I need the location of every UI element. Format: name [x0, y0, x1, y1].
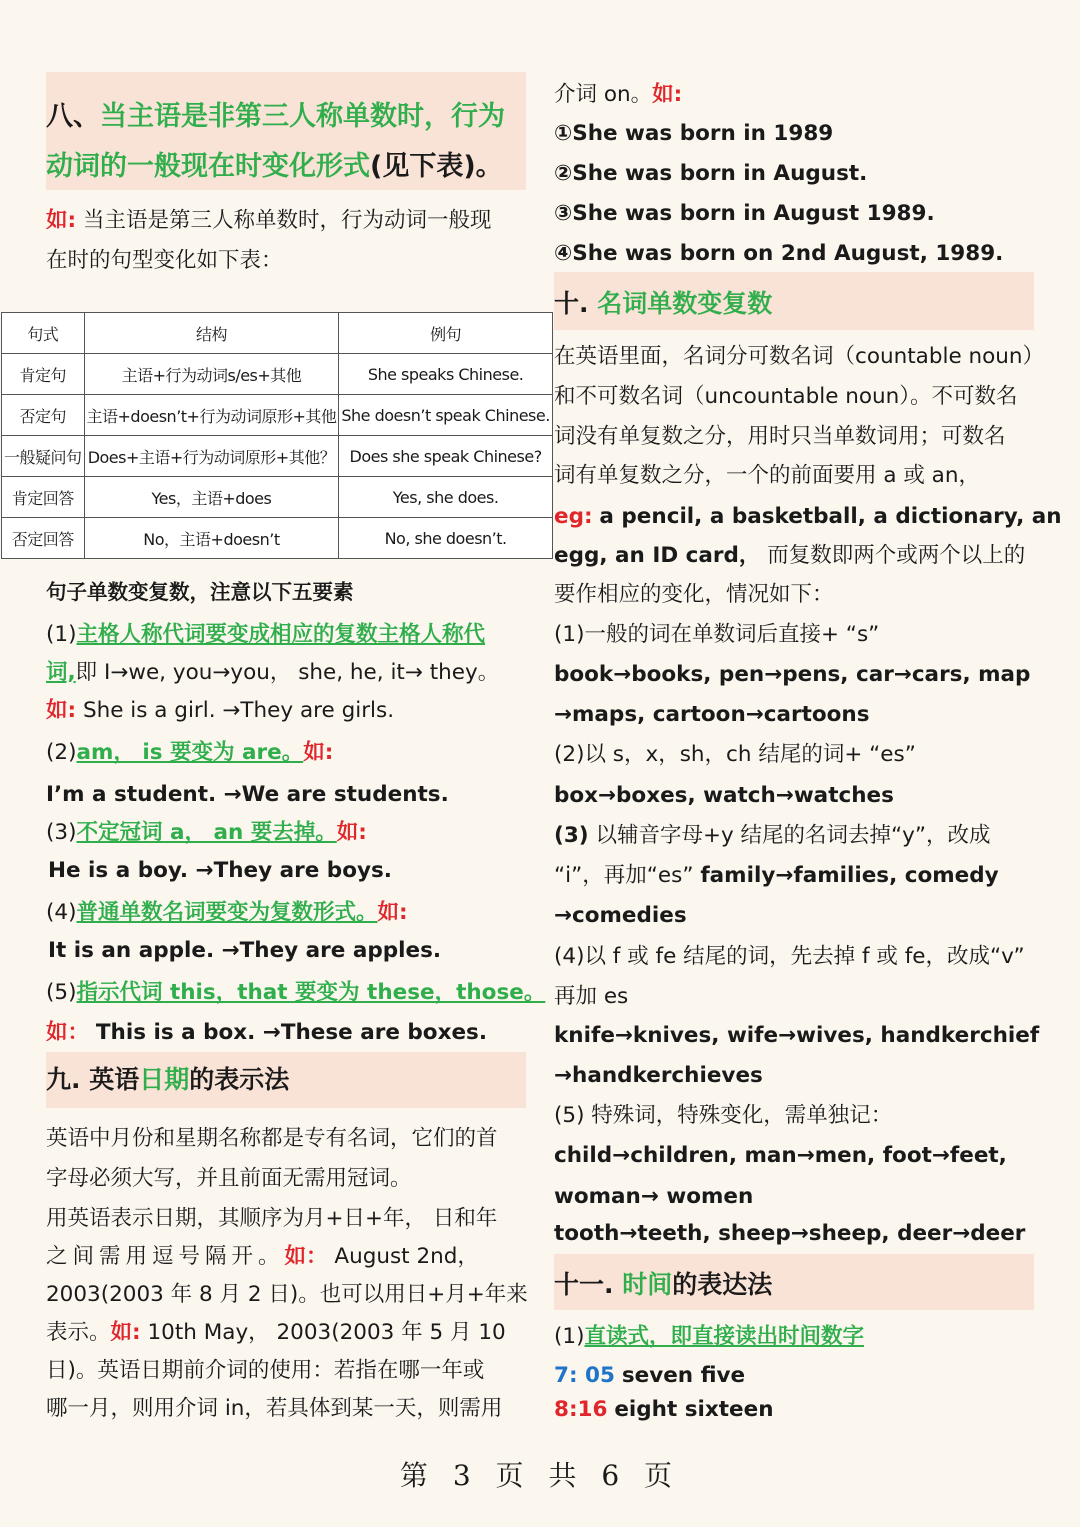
plural-rule-4-ex-1: knife→knives, wife→wives, handkerchief: [554, 1023, 1040, 1048]
heading-green-2: 动词的一般现在时变化形式: [46, 151, 370, 182]
ru-label: 如:: [46, 208, 77, 233]
plural-rule-1-ex-2: →maps, cartoon→cartoons: [554, 702, 870, 727]
rule-2-line: [46, 740, 333, 766]
ru-label: 如:: [46, 698, 77, 723]
date-para-line-3: 用英语表示日期，其顺序为月+日+年， 日和年: [46, 1206, 498, 1231]
plural-rule-3: [554, 823, 991, 849]
rule-text: 不定冠词 a， an 要去掉。: [76, 820, 337, 845]
noun-para-line-2: 和不可数名词（uncountable noun）。不可数名: [554, 384, 1018, 409]
date-text: 10th May， 2003(2003 年 5 月 10: [147, 1320, 506, 1345]
ru-label: 如:: [377, 900, 408, 925]
table-cell: 肯定句: [2, 354, 85, 395]
rule-1-line-1: [46, 622, 485, 648]
heading-prefix: 八、: [46, 101, 100, 132]
rule-3-line: [46, 820, 367, 846]
intro-line-1: [46, 208, 491, 234]
plural-rules-title: 句子单数变复数，注意以下五要素: [46, 580, 354, 604]
ru-label: 如:: [336, 820, 367, 845]
rule-example: family→families, comedy: [700, 863, 999, 888]
rule-text: 以辅音字母+y 结尾的名词去掉“y”，改成: [595, 823, 991, 848]
rule-text: 指示代词 this，that 要变为 these，those。: [76, 980, 546, 1005]
date-text: 表示。: [46, 1320, 111, 1345]
ru-label: 如：: [46, 1020, 90, 1045]
rule-text: “i”，再加“es”: [554, 863, 694, 888]
date-para-line-7: 日)。英语日期前介词的使用：若指在哪一年或: [46, 1358, 485, 1383]
table-row: [2, 354, 553, 395]
plural-rule-5-ex-1: child→children, man→men, foot→feet,: [554, 1143, 1007, 1168]
time-rule-1: [554, 1324, 864, 1350]
rule-number: (1): [46, 622, 77, 647]
ru-label: 如:: [110, 1320, 141, 1345]
rule-4-line: [46, 900, 408, 926]
rule-5-line: [46, 980, 545, 1006]
rule-number: (4): [46, 900, 77, 925]
rule-1-line-2: [46, 660, 499, 686]
rule-example: 即 I→we, you→you， she, he, it→ they。: [75, 660, 500, 685]
eg-text: egg, an ID card，: [554, 543, 761, 568]
table-cell: Does+主语+行为动词原形+其他？: [84, 436, 339, 477]
rule-number: (3): [46, 820, 77, 845]
section-11-heading: [554, 1254, 1034, 1310]
table-cell: 否定回答: [2, 518, 85, 559]
section-10-heading: [554, 272, 1034, 330]
table-cell: 主语+行为动词s/es+其他: [84, 354, 339, 395]
example-text: She is a girl. →They are girls.: [82, 698, 395, 723]
table-cell: 主语+doesn’t+行为动词原形+其他: [84, 395, 339, 436]
eg-text: a pencil, a basketball, a dictionary, an: [599, 504, 1062, 529]
time-value: 8:16: [554, 1397, 608, 1422]
time-example-2: [554, 1397, 774, 1423]
date-para-line-8: 哪一月，则用介词 in，若具体到某一天，则需用: [46, 1396, 503, 1421]
eg-label: eg:: [554, 504, 593, 529]
intro-text-1: 当主语是第三人称单数时，行为动词一般现: [82, 208, 492, 233]
plural-rule-2: (2)以 s，x，sh，ch 结尾的词+ “es”: [554, 742, 916, 767]
ru-label: 如:: [303, 740, 334, 765]
heading-green: 时间: [622, 1270, 673, 1299]
plural-rule-5: (5) 特殊词，特殊变化，需单独记：: [554, 1103, 893, 1128]
heading-suffix: 的表示法: [189, 1065, 290, 1094]
table-cell: Yes，主语+does: [84, 477, 339, 518]
noun-text: 而复数即两个或两个以上的: [767, 543, 1026, 568]
noun-para-line-1: 在英语里面，名词分可数名词（countable noun）: [554, 344, 1045, 369]
rule-3-example: He is a boy. →They are boys.: [48, 858, 392, 883]
prep-on-line: [554, 82, 682, 108]
rule-5-example-line: [46, 1020, 487, 1046]
rule-number: (2): [46, 740, 77, 765]
table-header: 结构: [84, 313, 339, 354]
heading-prefix: 九. 英语: [46, 1065, 140, 1094]
noun-para-line-7: 要作相应的变化，情况如下：: [554, 582, 834, 607]
plural-rule-4-line-2: 再加 es: [554, 984, 629, 1009]
table-row: [2, 518, 553, 559]
date-para-line-6: [46, 1320, 506, 1346]
date-example-3: ③She was born in August 1989.: [554, 201, 935, 226]
table-cell: She doesn’t speak Chinese.: [339, 395, 552, 436]
plural-rule-3-line-2: [554, 863, 999, 889]
plural-rule-3-ex-2: →comedies: [554, 903, 687, 928]
rule-4-example: It is an apple. →They are apples.: [48, 938, 442, 963]
rule-number: (1): [554, 1324, 585, 1349]
intro-line-2: 在时的句型变化如下表：: [46, 248, 283, 273]
noun-eg-line-2: [554, 543, 1025, 569]
date-para-line-5: 2003(2003 年 8 月 2 日)。也可以用日+月+年来: [46, 1282, 528, 1307]
table-cell: 一般疑问句: [2, 436, 85, 477]
heading-suffix: 的表达法: [672, 1270, 773, 1299]
rule-number: (5): [46, 980, 77, 1005]
date-example-4: ④She was born on 2nd August, 1989.: [554, 241, 1004, 266]
date-example-2: ②She was born in August.: [554, 161, 868, 186]
heading-green: 日期: [139, 1065, 190, 1094]
time-example-1: [554, 1363, 745, 1389]
date-para-line-4: [46, 1244, 479, 1270]
ru-label: 如:: [652, 82, 683, 107]
plural-rule-5-ex-2: woman→ women: [554, 1184, 754, 1209]
ru-label: 如：: [284, 1244, 328, 1269]
heading-green: 名词单数变复数: [597, 289, 773, 318]
heading-suffix: (见下表)。: [370, 151, 503, 182]
plural-rule-2-ex: box→boxes, watch→watches: [554, 783, 894, 808]
table-header-row: [2, 313, 553, 354]
time-value: 7: 05: [554, 1363, 615, 1388]
noun-para-line-3: 词没有单复数之分，用时只当单数词用；可数名: [554, 424, 1006, 449]
table-header: 例句: [339, 313, 552, 354]
rule-text: am， is 要变为 are。: [76, 740, 304, 765]
rule-2-example: I’m a student. →We are students.: [46, 782, 449, 807]
section-9-heading: [46, 1052, 526, 1108]
table-cell: No, she doesn’t.: [339, 518, 552, 559]
date-text: August 2nd，: [334, 1244, 479, 1269]
date-text: 之间需用逗号隔开。: [46, 1244, 285, 1269]
rule-text: 主格人称代词要变成相应的复数主格人称代: [76, 622, 485, 647]
table-cell: She speaks Chinese.: [339, 354, 552, 395]
table-row: [2, 436, 553, 477]
noun-para-line-4: 词有单复数之分，一个的前面要用 a 或 an，: [554, 463, 980, 488]
table-header: 句式: [2, 313, 85, 354]
grammar-table: [1, 312, 553, 559]
plural-rule-4: (4)以 f 或 fe 结尾的词，先去掉 f 或 fe，改成“v”: [554, 944, 1025, 969]
table-cell: No，主语+doesn’t: [84, 518, 339, 559]
plural-rule-4-ex-2: →handkerchieves: [554, 1063, 763, 1088]
rule-text: 词,: [46, 660, 76, 685]
heading-prefix: 十.: [554, 289, 598, 318]
rule-number: (3): [554, 823, 589, 848]
rule-text: 普通单数名词要变为复数形式。: [76, 900, 378, 925]
table-cell: 肯定回答: [2, 477, 85, 518]
time-reading: seven five: [621, 1363, 746, 1388]
prep-text: 介词 on。: [554, 82, 653, 107]
table-cell: 否定句: [2, 395, 85, 436]
noun-eg-line: [554, 504, 1062, 530]
date-para-line-2: 字母必须大写，并且前面无需用冠词。: [46, 1166, 412, 1191]
date-example-1: ①She was born in 1989: [554, 121, 834, 146]
heading-green: 当主语是非第三人称单数时，行为: [100, 101, 505, 132]
table-row: [2, 477, 553, 518]
heading-prefix: 十一.: [554, 1270, 623, 1299]
table-row: [2, 395, 553, 436]
rule-text: 直读式，即直接读出时间数字: [584, 1324, 864, 1349]
page-footer: 第 3 页 共 6 页: [399, 1459, 681, 1492]
rule-1-example: [46, 698, 394, 724]
time-reading: eight sixteen: [614, 1397, 774, 1422]
plural-rule-1: (1)一般的词在单数词后直接+ “s”: [554, 622, 880, 647]
table-cell: Does she speak Chinese?: [339, 436, 552, 477]
table-cell: Yes, she does.: [339, 477, 552, 518]
example-text: This is a box. →These are boxes.: [95, 1020, 487, 1045]
plural-rule-1-ex-1: book→books, pen→pens, car→cars, map: [554, 662, 1031, 687]
section-8-heading: [46, 72, 526, 190]
date-para-line-1: 英语中月份和星期名称都是专有名词，它们的首: [46, 1126, 498, 1151]
plural-rule-5-ex-3: tooth→teeth, sheep→sheep, deer→deer: [554, 1221, 1026, 1246]
